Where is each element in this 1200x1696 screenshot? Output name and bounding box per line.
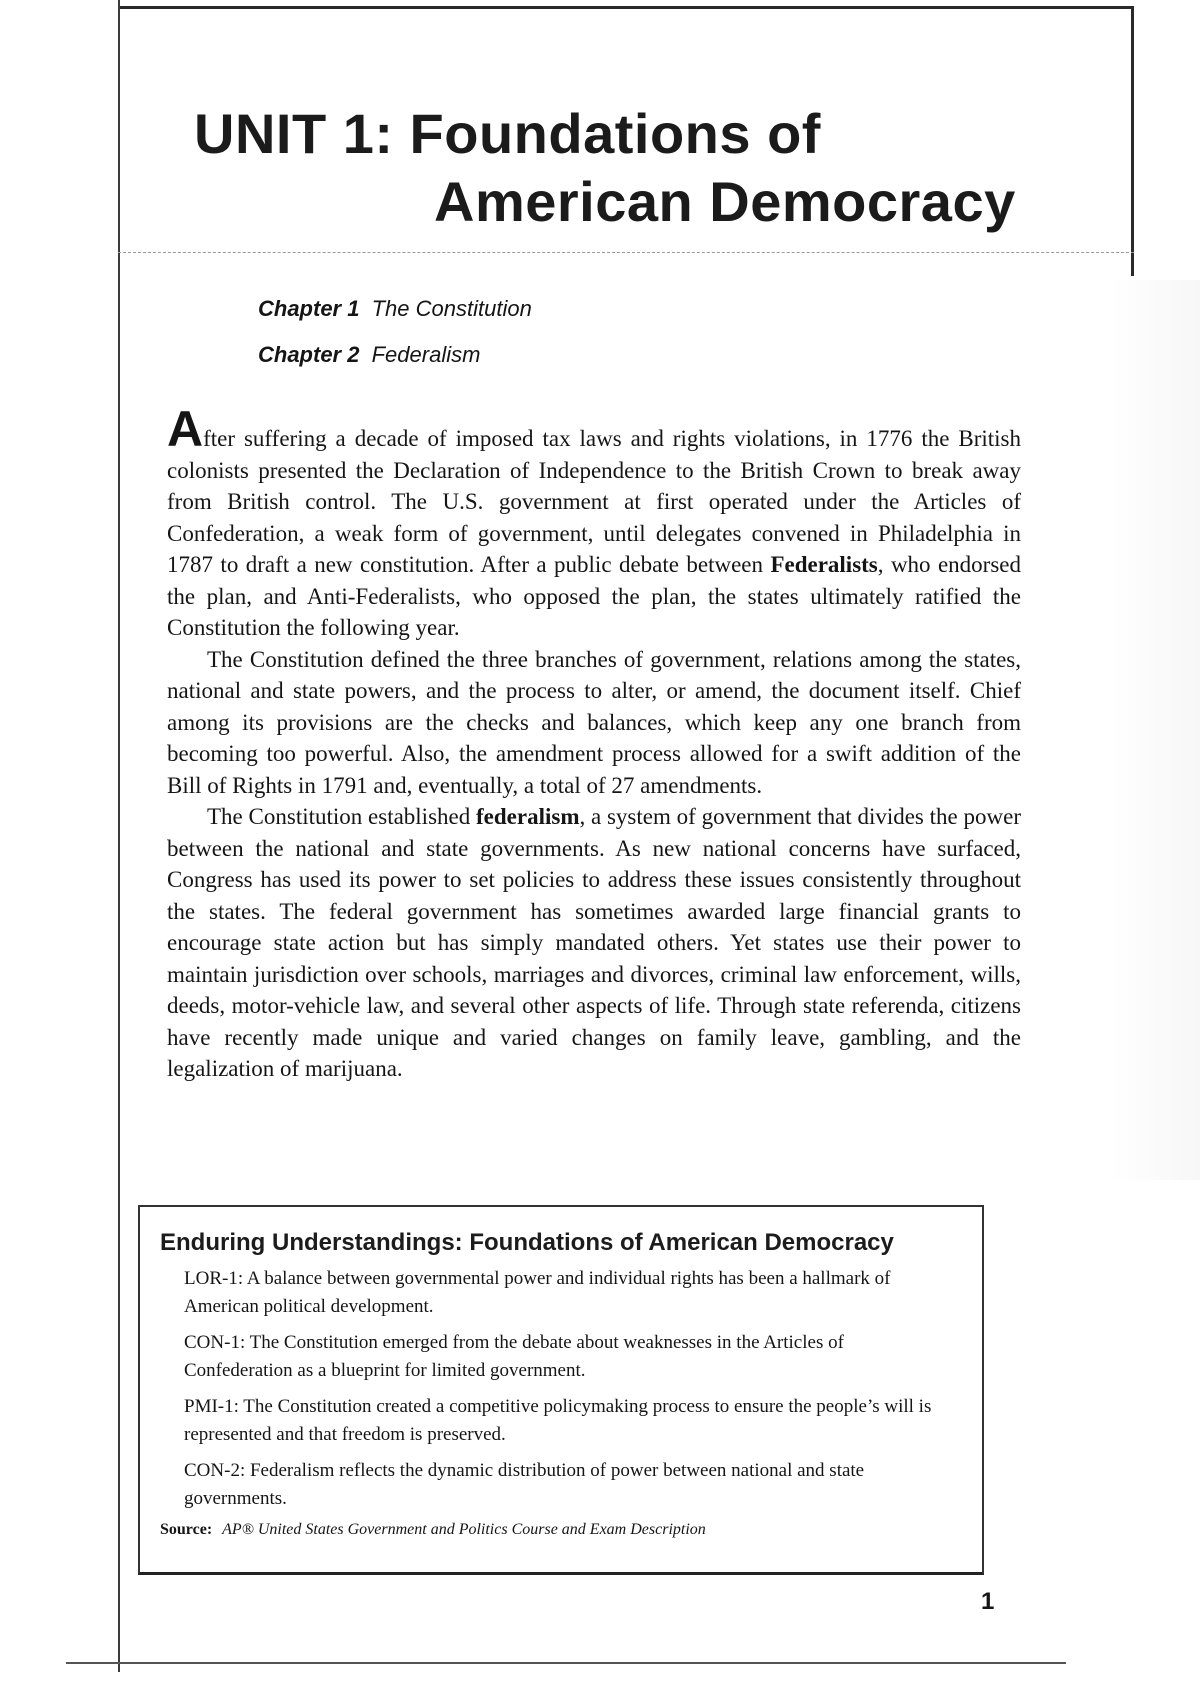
chapter-name: The Constitution [371,296,532,321]
drop-cap: A [167,401,204,457]
intro-text [167,401,1022,1085]
term-federalists: Federalists [770,552,878,577]
unit-title-line1: UNIT 1: Foundations of [194,102,821,165]
source-label: Source: [160,1521,213,1538]
understanding-item: LOR-1: A balance between governmental power and individual rights has been a hallmark of American political development. [184,1268,891,1317]
paragraph-text: fter suffering a decade of imposed tax laws and rights violations, in 1776 the British colonists presented the Declaration of Independence to the British Crown to break away from British control. The U.S. government at first operated under the Articles of Confederation, a weak form of government, until delegates convened in Philadelphia in 1787 to draft a new constitution. After a public debate between [167,426,1021,577]
unit-title [194,100,1074,236]
term-federalism: federalism [476,804,580,829]
source-text: AP® United States Government and Politics Course and Exam Description [222,1521,706,1538]
paragraph-text: , a system of government that divides the power between the national and state governments. As new national concerns have surfaced, Congress has used its power to set policies to address these issues consistently throughout the states. The federal government has sometimes awarded large financial grants to encourage state action but has simply mandated others. Yet states use their power to maintain jurisdiction over schools, marriages and divorces, criminal law enforcement, wills, deeds, motor-vehicle law, and several other aspects of life. Through state referenda, citizens have recently made unique and varied changes on family leave, gambling, and the legalization of marijuana. [167,804,1022,1081]
understanding-item: PMI-1: The Constitution created a competitive policymaking process to ensure the people’s will is represented and that freedom is preserved. [184,1396,932,1445]
scan-shading [1110,280,1200,1180]
chapter-item-2 [258,332,532,378]
intro-paragraph-1 [167,401,1021,644]
source-citation [160,1521,964,1539]
chapter-label: Chapter 2 [258,342,360,367]
chapter-name: Federalism [371,342,481,367]
chapter-list [258,286,532,378]
unit-title-line2: American Democracy [434,170,1016,233]
page-number: 1 [981,1588,995,1615]
enduring-understandings-heading [160,1229,964,1257]
chapter-item-1 [258,286,532,332]
paragraph-text: The Constitution established [207,804,477,829]
understanding-item: CON-1: The Constitution emerged from the debate about weaknesses in the Articles of Confederation as a blueprint for limited government. [184,1332,844,1381]
paragraph-text: , who endorsed the plan, and Anti-Federalists, who opposed the plan, the states ultimately ratified the Constitution the following year. [167,552,1021,640]
heading-topic: Foundations of American Democracy [469,1229,894,1256]
title-divider [118,252,1134,253]
heading-lead: Enduring Understandings: [160,1229,463,1256]
intro-paragraph-3 [167,801,1021,1085]
bottom-border-rule [66,1662,1066,1664]
understanding-item: CON-2: Federalism reflects the dynamic distribution of power between national and state governments. [184,1460,865,1509]
enduring-understandings-box [138,1205,984,1575]
intro-paragraph-2: The Constitution defined the three branches of government, relations among the states, national and state powers, and the process to alter, or amend, the document itself. Chief among its provisions are the checks and balances, which keep any one branch from becoming too powerful. Also, the amendment process allowed for a swift addition of the Bill of Rights in 1791 and, eventually, a total of 27 amendments. [167,646,1021,798]
chapter-label: Chapter 1 [258,296,360,321]
